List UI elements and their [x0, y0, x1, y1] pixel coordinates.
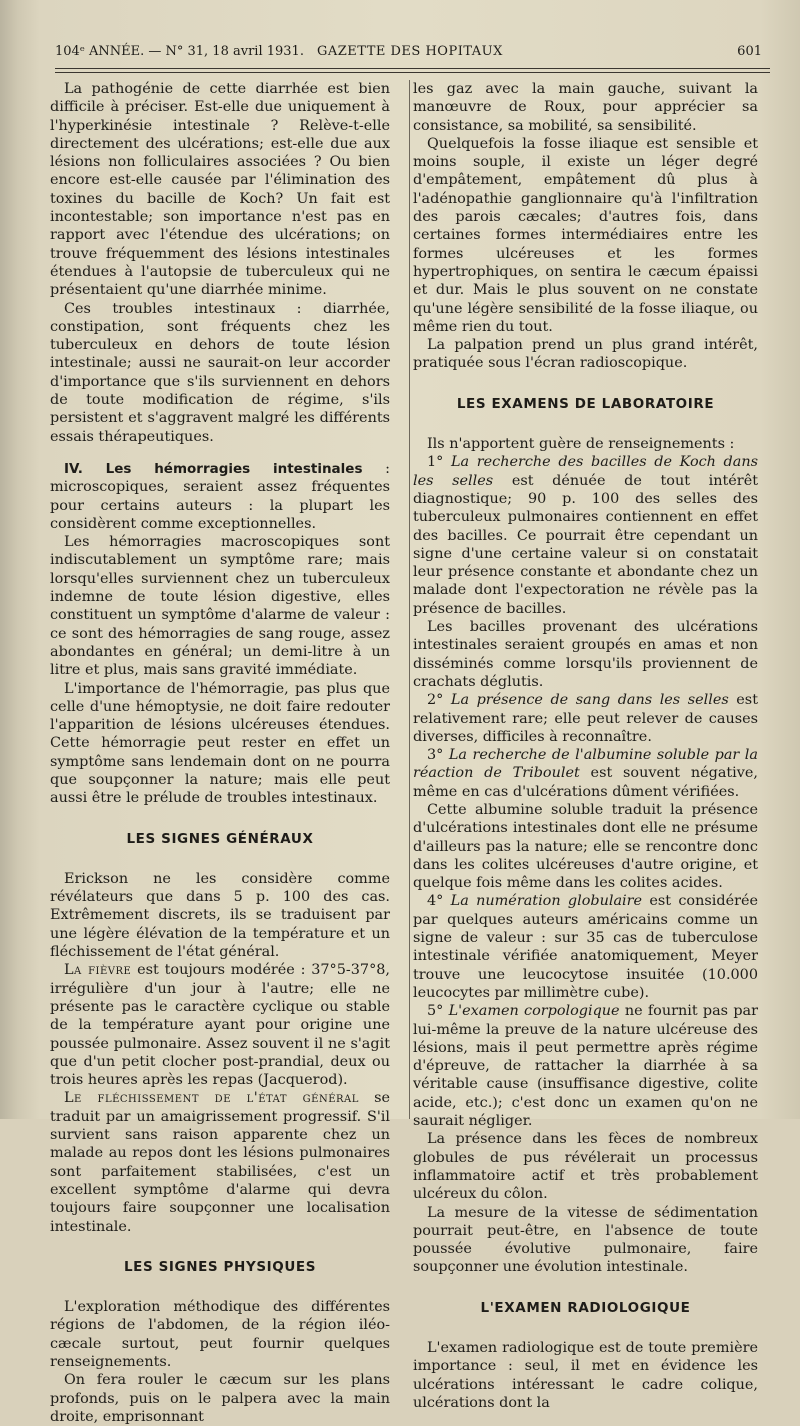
paragraph: Erickson ne les considère comme révélateurs que dans 5 p. 100 des cas. Extrêmement discrets, ils se traduisent par une légère élévation de la température et un fléchissement de l'état général.: [50, 870, 390, 961]
paragraph: On fera rouler le cæcum sur les plans profonds, puis on le palpera avec la main droite, emprisonnant: [50, 1372, 390, 1425]
header-rule-top: [55, 68, 770, 69]
section-lead: IV. Les hémorragies intestinales: [64, 460, 363, 477]
paragraph: Cette albumine soluble traduit la présence d'ulcérations intestinales dont elle ne présume d'ailleurs pas la nature; elle se rencontre donc dans les colites ulcéreuses d'autre origine, et quelque fois même dans les colites acides.: [413, 801, 758, 892]
journal-title: GAZETTE DES HOPITAUX: [317, 44, 503, 59]
paragraph: La mesure de la vitesse de sédimentation pourrait peut-être, en l'absence de toute poussée évolutive pulmonaire, faire soupçonner une évolution intestinale.: [413, 1204, 758, 1276]
left-column: [50, 80, 390, 1426]
page-number: 601: [737, 44, 762, 59]
section-heading: LES SIGNES PHYSIQUES: [123, 1258, 317, 1275]
paragraph: La palpation prend un plus grand intérêt, pratiquée sous l'écran radioscopique.: [413, 337, 758, 372]
paragraph: 5° L'examen corpologique ne fournit pas par lui-même la preuve de la nature ulcéreuse des lésions, mais il peut permettre après régime d'épreuve, de rattacher la diarrhée à sa véritable cause (insuffisance digestive, colite acide, etc.); c'est donc un examen qu'on ne saurait négliger.: [413, 1003, 758, 1130]
paragraph: 4° La numération globulaire est considérée par quelques auteurs américains comme un signe de valeur : sur 35 cas de tuberculose intestinale vérifiée anatomiquement, Meyer trouve une leucocytose insuitée (10.000 leucocytes par millimètre cube).: [413, 893, 758, 1001]
paragraph: 2° La présence de sang dans les selles est relativement rare; elle peut relever de causes diverses, difficiles à reconnaître.: [413, 692, 758, 745]
section-heading: L'EXAMEN RADIOLOGIQUE: [480, 1299, 691, 1316]
header-rule-bottom: [55, 72, 770, 73]
paragraph: L'examen radiologique est de toute première importance : seul, il met en évidence les ulcérations intéressant le cadre colique, ulcérations dont la: [413, 1340, 758, 1411]
section-heading: LES SIGNES GÉNÉRAUX: [126, 830, 314, 847]
paragraph: Les hémorragies macroscopiques sont indiscutablement un symptôme rare; mais lorsqu'elles surviennent chez un tuberculeux indemne de toute lésion digestive, elles constituent un symptôme d'alarme de valeur : ce sont des hémorragies de sang rouge, assez abondantes en général; un demi-litre à un litre et plus, mais sans gravité immédiate.: [50, 534, 390, 679]
paragraph: Les bacilles provenant des ulcérations intestinales seraient groupés en amas et non disséminés comme lorsqu'ils proviennent de crachats déglutis.: [413, 619, 758, 690]
running-header: [55, 44, 770, 64]
paragraph: IV. Les hémorragies intestinales : microscopiques, seraient assez fréquentes pour certains auteurs : la plupart les considèrent comme exceptionnelles.: [50, 460, 390, 532]
paragraph: Quelquefois la fosse iliaque est sensible et moins souple, il existe un léger degré d'empâtement, empâtement dû plus à l'adénopathie ganglionnaire qu'à l'infiltration des parois cæcales; d'autres fois, dans certaines formes intermédiaires entre les formes ulcéreuses et les formes hypertrophiques, on sentira le cæcum épaissi et dur. Mais le plus souvent on ne constate qu'une légère sensibilité de la fosse iliaque, ou même rien du tout.: [413, 135, 758, 335]
paragraph: La présence dans les fèces de nombreux globules de pus révélerait un processus inflammatoire actif et très probablement ulcéreux du côlon.: [413, 1131, 758, 1203]
paragraph: Ces troubles intestinaux : diarrhée, constipation, sont fréquents chez les tuberculeux en dehors de toute lésion intestinale; aussi ne saurait-on leur accorder d'importance que s'ils surviennent en dehors de toute modification de régime, s'ils persistent et s'aggravent malgré les différents essais thérapeutiques.: [50, 300, 390, 445]
paragraph: les gaz avec la main gauche, suivant la manœuvre de Roux, pour apprécier sa consistance, sa mobilité, sa sensibilité.: [413, 81, 758, 134]
issue-info: 104ᵉ ANNÉE. — N° 31, 18 avril 1931.: [55, 44, 304, 59]
paragraph: 3° La recherche de l'albumine soluble par la réaction de Triboulet est souvent négative, même en cas d'ulcérations dûment vérifiées.: [413, 747, 759, 800]
column-divider: [409, 80, 410, 1119]
right-column: [413, 80, 758, 1412]
run-in-heading: Le fléchissement de l'état général: [64, 1090, 359, 1107]
paragraph: Le fléchissement de l'état général se traduit par un amaigrissement progressif. S'il survient sans raison apparente chez un malade au repos dont les lésions pulmonaires sont parfaitement stabilisées, c'est un excellent symptôme d'alarme qui devra toujours faire soupçonner une localisation intestinale.: [50, 1090, 390, 1235]
run-in-heading: La fièvre: [64, 962, 132, 979]
paragraph: L'exploration méthodique des différentes régions de l'abdomen, de la région iléo-cæcale surtout, peut fournir quelques renseignements.: [50, 1299, 390, 1370]
paragraph: La fièvre est toujours modérée : 37°5-37°8, irrégulière d'un jour à l'autre; elle ne présente pas le caractère cyclique ou stable de la température ayant pour origine une poussée pulmonaire. Assez souvent il ne s'agit que d'un petit clocher post-prandial, deux ou trois heures après les repas (Jacquerod).: [50, 962, 390, 1089]
paragraph: Ils n'apportent guère de renseignements :: [427, 436, 735, 453]
paragraph: L'importance de l'hémorragie, pas plus que celle d'une hémoptysie, ne doit faire redouter l'apparition de lésions ulcéreuses étendues. Cette hémorragie peut rester en effet un symptôme sans lendemain dont on ne pourra que soupçonner la nature; mais elle peut aussi être le prélude de troubles intestinaux.: [50, 680, 390, 807]
paragraph: La pathogénie de cette diarrhée est bien difficile à préciser. Est-elle due uniquement à l'hyperkinésie intestinale ? Relève-t-elle directement des ulcérations; est-elle due aux lésions non folliculaires associées ? Ou bien encore est-elle causée par l'élimination des toxines du bacille de Koch? Un fait est incontestable; son importance n'est pas en rapport avec l'étendue des ulcérations; on trouve fréquemment des lésions intestinales étendues à l'autopsie de tuberculeux qui ne présentaient qu'une diarrhée minime.: [50, 81, 390, 299]
section-heading: LES EXAMENS DE LABORATOIRE: [456, 395, 715, 412]
paragraph: 1° La recherche des bacilles de Koch dans les selles est dénuée de tout intérêt diagnostique; 90 p. 100 des selles des tuberculeux pulmonaires contiennent en effet des bacilles. Ce pourrait être cependant un signe d'une certaine valeur si on constatait leur présence constante et abondante chez un malade dont l'expectoration ne révèle pas la présence de bacilles.: [413, 454, 758, 617]
